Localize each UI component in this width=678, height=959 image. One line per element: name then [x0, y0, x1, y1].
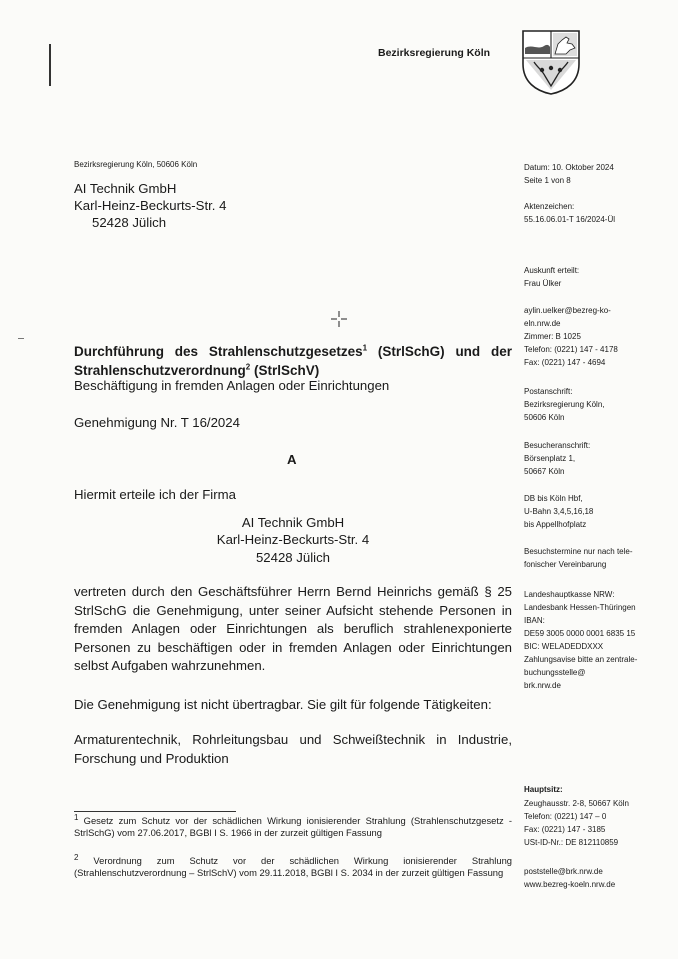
grant-paragraph: vertreten durch den Geschäftsführer Herrn Bernd Heinrichs gemäß § 25 StrlSchG die Genehmigung, unter seiner Aufsicht stehende Personen in fremden Anlagen oder Einrichtungen als beruflich strahlenexponierte Personen zu beschäftigen oder in fremden Anlagen oder Einrichtungen selbst Aufgaben wahrzunehmen.: [74, 584, 512, 674]
visitor-line2: 50667 Köln: [524, 467, 565, 476]
firm-city: 52428 Jülich: [255, 549, 331, 565]
contact-label: Auskunft erteilt:: [524, 266, 580, 275]
bank-line1: Landeshauptkasse NRW:: [524, 590, 615, 599]
scan-artifact-line: [49, 44, 51, 86]
footnote-2: $^2$ Verordnung zum Schutz vor der schädlichen Wirkung ionisierender Strahlung (Strahlenschutzverordnung – StrlSchV) vom 29.11.2018, BGBl I S. 2034 in der zurzeit gültigen Fassung: [74, 852, 512, 879]
subject-heading: Durchführung des Strahlenschutzgesetzes$^1$ (StrlSchG) und der Strahlenschutzverordnung$^2$ (StrlSchV): [74, 343, 512, 378]
authority-name: Bezirksregierung Köln: [378, 47, 491, 59]
contact-fax: Fax: (0221) 147 - 4694: [524, 358, 606, 367]
postal-line2: 50606 Köln: [524, 413, 565, 422]
crosshair-mark-icon: [331, 311, 347, 327]
bank-line6: Zahlungsavise bitte an zentrale-: [524, 655, 638, 664]
footnote-separator: [74, 811, 236, 812]
recipient-name: AI Technik GmbH: [74, 181, 177, 196]
bank-line8: brk.nrw.de: [524, 681, 561, 690]
recipient-city: 52428 Jülich: [92, 215, 167, 230]
website: www.bezreg-koeln.nrw.de: [524, 880, 616, 889]
recipient-street: Karl-Heinz-Beckurts-Str. 4: [74, 198, 227, 213]
hq-fax: Fax: (0221) 147 - 3185: [524, 825, 606, 834]
firm-street: Karl-Heinz-Beckurts-Str. 4: [216, 532, 370, 548]
general-email: poststelle@brk.nrw.de: [524, 867, 603, 876]
nrw-coat-of-arms-icon: [520, 28, 582, 96]
hq-phone: Telefon: (0221) 147 – 0: [524, 812, 607, 821]
postal-label: Postanschrift:: [524, 387, 573, 396]
page-count: Seite 1 von 8: [524, 176, 571, 185]
subject-subtitle: Beschäftigung in fremden Anlagen oder Einrichtungen: [74, 378, 390, 393]
hq-vat-id: USt-ID-Nr.: DE 812110859: [524, 838, 619, 847]
letter-date: Datum: 10. Oktober 2024: [524, 163, 614, 172]
contact-name: Frau Ülker: [524, 279, 562, 288]
hq-address: Zeughausstr. 2-8, 50667 Köln: [524, 799, 629, 808]
bank-line7: buchungsstelle@: [524, 668, 586, 677]
section-heading-a: A: [287, 452, 297, 467]
hq-label: Hauptsitz:: [524, 785, 563, 794]
bank-bic: BIC: WELADEDDXXX: [524, 642, 604, 651]
sender-return-address: Bezirksregierung Köln, 50606 Köln: [74, 160, 198, 169]
contact-room: Zimmer: B 1025: [524, 332, 581, 341]
recipient-address: [74, 180, 226, 231]
fold-mark: [18, 338, 24, 339]
visitor-line1: Börsenplatz 1,: [524, 454, 576, 463]
footnote-1: $^1$ Gesetz zum Schutz vor der schädlichen Wirkung ionisierender Strahlung (Strahlenschutzgesetz - StrlSchG) vom 27.06.2017, BGBl I S. 1966 in der zurzeit gültigen Fassung: [74, 812, 512, 839]
visitor-label: Besucheranschrift:: [524, 441, 591, 450]
activities-paragraph: Armaturentechnik, Rohrleitungsbau und Schweißtechnik in Industrie, Forschung und Produktion: [74, 732, 512, 766]
grant-intro: Hiermit erteile ich der Firma: [74, 487, 236, 502]
contact-phone: Telefon: (0221) 147 - 4178: [524, 345, 618, 354]
appointment-line1: Besuchstermine nur nach tele-: [524, 547, 633, 556]
reference-label: Aktenzeichen:: [524, 202, 575, 211]
bank-line2: Landesbank Hessen-Thüringen: [524, 603, 636, 612]
reference-value: 55.16.06.01-T 16/2024-Ül: [524, 215, 616, 224]
transferability-paragraph: Die Genehmigung ist nicht übertragbar. Sie gilt für folgende Tätigkeiten:: [74, 697, 492, 712]
firm-name: AI Technik GmbH: [241, 515, 345, 530]
firm-address: [74, 514, 512, 566]
transit-line3: bis Appellhofplatz: [524, 520, 587, 529]
appointment-line2: fonischer Vereinbarung: [524, 560, 607, 569]
bank-iban: DE59 3005 0000 0001 6835 15: [524, 629, 636, 638]
bank-line3: IBAN:: [524, 616, 545, 625]
contact-email-line1: aylin.uelker@bezreg-ko-: [524, 306, 611, 315]
transit-line2: U-Bahn 3,4,5,16,18: [524, 507, 594, 516]
postal-line1: Bezirksregierung Köln,: [524, 400, 605, 409]
transit-line1: DB bis Köln Hbf,: [524, 494, 583, 503]
contact-email-line2: eln.nrw.de: [524, 319, 561, 328]
permit-number: Genehmigung Nr. T 16/2024: [74, 415, 240, 430]
